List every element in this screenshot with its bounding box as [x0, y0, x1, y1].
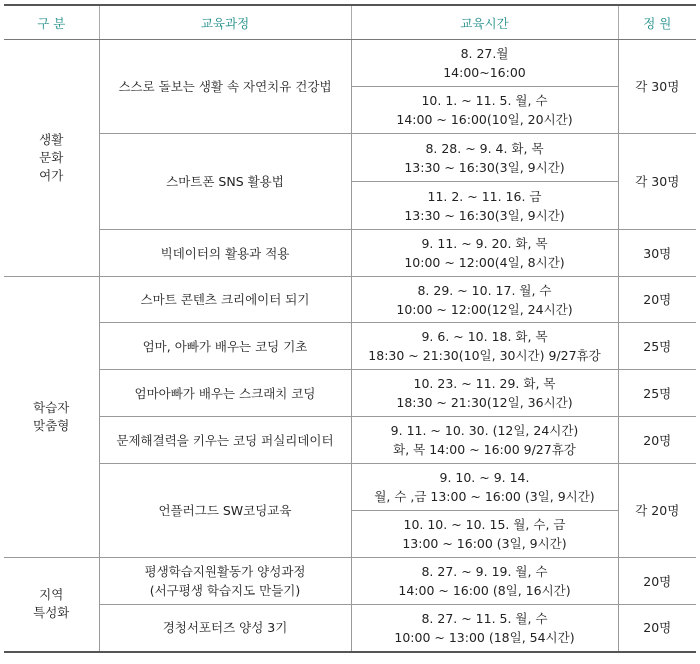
text-line: 10. 23. ~ 11. 29. 화, 목 — [413, 376, 556, 391]
seats-cell: 각 30명 — [618, 134, 696, 230]
course-name-cell — [99, 40, 351, 134]
category-cell — [4, 40, 99, 277]
text-line: 10. 10. ~ 10. 15. 월, 수, 금 — [403, 517, 566, 532]
seats-cell: 25명 — [618, 323, 696, 370]
text-line: 8. 27.월 — [460, 46, 509, 61]
text-line: 스마트 콘텐츠 크리에이터 되기 — [140, 292, 310, 307]
table-row — [4, 230, 696, 277]
table-row — [4, 370, 696, 417]
seats-cell: 각 30명 — [618, 40, 696, 134]
text-line: 엄마아빠가 배우는 스크래치 코딩 — [134, 385, 316, 401]
text-line: 18:30 ~ 21:30(10일, 30시간) 9/27휴강 — [368, 348, 601, 363]
course-name-cell — [99, 370, 351, 417]
time-cell — [351, 40, 618, 87]
text-line: 언플러그드 SW코딩교육 — [158, 503, 292, 518]
text-line: 9. 11. ~ 9. 20. 화, 목 — [421, 236, 548, 251]
text-line: 10:00 ~ 12:00(4일, 8시간) — [404, 255, 565, 270]
seats-cell: 25명 — [618, 370, 696, 417]
course-name-cell — [99, 230, 351, 277]
text-line: 11. 2. ~ 11. 16. 금 — [427, 188, 542, 204]
table-row — [4, 558, 696, 605]
text-line: 문화 — [39, 150, 64, 165]
text-line: 평생학습지원활동가 양성과정 — [144, 564, 306, 579]
time-cell — [351, 323, 618, 370]
seats-cell: 20명 — [618, 605, 696, 652]
time-cell — [351, 417, 618, 464]
text-line: 10:00 ~ 12:00(12일, 24시간) — [396, 301, 573, 317]
text-line: 8. 28. ~ 9. 4. 화, 목 — [425, 140, 544, 156]
text-line: 13:00 ~ 16:00 (3일, 9시간) — [402, 536, 567, 551]
table-row — [4, 134, 696, 182]
text-line: 생활 — [39, 132, 64, 147]
course-name-cell — [99, 605, 351, 652]
text-line: 8. 27. ~ 11. 5. 월, 수 — [421, 610, 548, 626]
time-cell — [351, 464, 618, 511]
text-line: (서구평생 학습지도 만들기) — [149, 583, 301, 598]
header-row — [4, 5, 696, 40]
text-line: 맞춤형 — [33, 418, 70, 433]
seats-cell: 20명 — [618, 277, 696, 323]
table-row — [4, 323, 696, 370]
course-name-cell — [99, 323, 351, 370]
text-line: 8. 29. ~ 10. 17. 월, 수 — [417, 282, 552, 298]
text-line: 10:00 ~ 13:00 (18일, 54시간) — [394, 629, 575, 645]
time-cell — [351, 605, 618, 652]
category-cell — [4, 277, 99, 558]
course-name-cell — [99, 134, 351, 230]
header-category: 구 분 — [4, 5, 99, 40]
table-row — [4, 277, 696, 323]
text-line: 13:30 ~ 16:30(3일, 9시간) — [404, 207, 565, 223]
time-cell — [351, 182, 618, 230]
text-line: 월, 수 ,금 13:00 ~ 16:00 (3일, 9시간) — [374, 489, 595, 504]
header-course: 교육과정 — [99, 5, 351, 40]
text-line: 18:30 ~ 21:30(12일, 36시간) — [396, 395, 573, 410]
course-schedule-table — [4, 4, 696, 653]
text-line: 14:00 ~ 16:00 (8일, 16시간) — [398, 583, 571, 598]
seats-cell: 30명 — [618, 230, 696, 277]
category-cell — [4, 558, 99, 652]
seats-cell: 20명 — [618, 558, 696, 605]
time-cell — [351, 230, 618, 277]
text-line: 학습자 — [33, 400, 70, 415]
text-line: 8. 27. ~ 9. 19. 월, 수 — [421, 564, 548, 579]
header-time: 교육시간 — [351, 5, 618, 40]
text-line: 경청서포터즈 양성 3기 — [162, 620, 288, 636]
time-cell — [351, 558, 618, 605]
course-name-cell — [99, 558, 351, 605]
course-name-cell — [99, 464, 351, 558]
text-line: 9. 6. ~ 10. 18. 화, 목 — [421, 329, 548, 344]
text-line: 여가 — [39, 168, 64, 183]
text-line: 엄마, 아빠가 배우는 코딩 기초 — [142, 338, 308, 354]
table-body — [4, 40, 696, 652]
text-line: 13:30 ~ 16:30(3일, 9시간) — [404, 159, 565, 175]
seats-cell: 20명 — [618, 417, 696, 464]
text-line: 스스로 돌보는 생활 속 자연치유 건강법 — [118, 79, 332, 94]
seats-cell: 각 20명 — [618, 464, 696, 558]
table-row — [4, 464, 696, 511]
text-line: 스마트폰 SNS 활용법 — [166, 174, 284, 189]
text-line: 특성화 — [33, 605, 70, 621]
course-name-cell — [99, 277, 351, 323]
time-cell — [351, 134, 618, 182]
table-row — [4, 417, 696, 464]
text-line: 빅데이터의 활용과 적용 — [160, 245, 290, 261]
time-cell — [351, 87, 618, 134]
text-line: 화, 목 14:00 ~ 16:00 9/27휴강 — [393, 442, 576, 457]
text-line: 9. 10. ~ 9. 14. — [439, 470, 530, 485]
time-cell — [351, 277, 618, 323]
time-cell — [351, 370, 618, 417]
time-cell — [351, 511, 618, 558]
table-row — [4, 605, 696, 652]
text-line: 문제해결력을 키우는 코딩 퍼실리데이터 — [116, 432, 334, 448]
text-line: 14:00 ~ 16:00(10일, 20시간) — [396, 112, 573, 127]
table-row — [4, 40, 696, 87]
text-line: 지역 — [39, 587, 64, 603]
text-line: 10. 1. ~ 11. 5. 월, 수 — [421, 93, 548, 108]
text-line: 14:00~16:00 — [443, 65, 526, 80]
text-line: 9. 11. ~ 10. 30. (12일, 24시간) — [390, 423, 579, 438]
course-name-cell — [99, 417, 351, 464]
header-seats: 정 원 — [618, 5, 696, 40]
